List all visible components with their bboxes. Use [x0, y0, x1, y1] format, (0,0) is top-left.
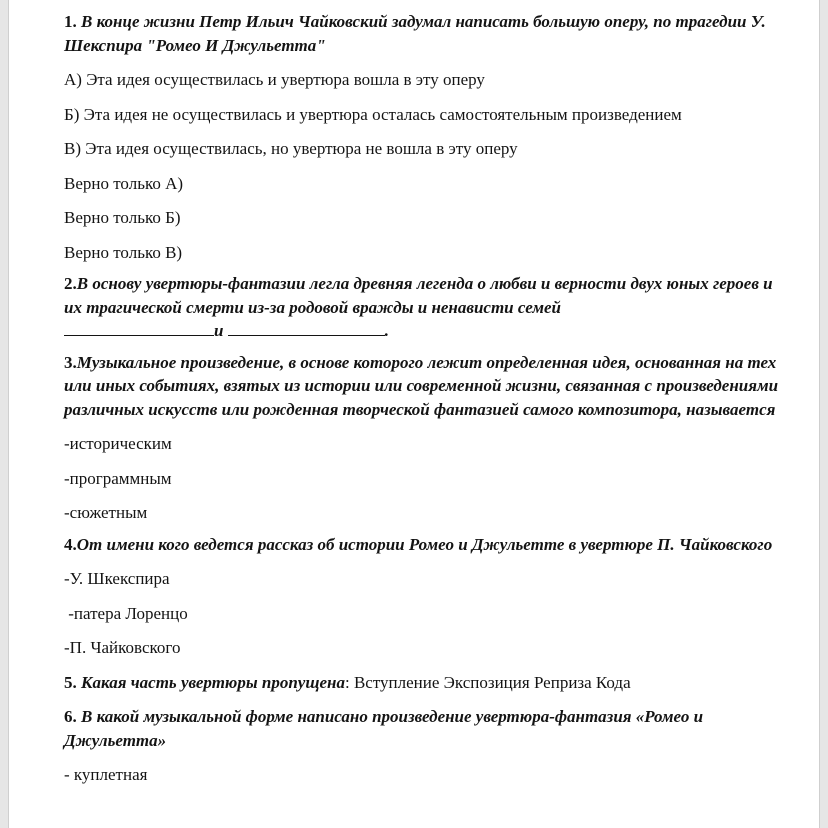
answer-blank-1[interactable] [64, 319, 214, 336]
question-6 [64, 705, 794, 752]
question-1-number: 1. [64, 12, 77, 31]
question-1 [64, 10, 794, 57]
question-4-text: От имени кого ведется рассказ об истории Ромео и Джульетте в увертюре П. Чайковского [76, 534, 773, 554]
question-1-option-e: Верно только Б) [64, 208, 181, 227]
question-3-number: 3. [64, 352, 77, 372]
question-3 [64, 351, 794, 422]
question-4-option-tchaikovsky: -П. Чайковского [64, 638, 181, 657]
question-5-number: 5. [64, 672, 77, 692]
question-5 [64, 671, 794, 695]
question-2 [64, 272, 794, 343]
question-6-text: В какой музыкальной форме написано произведение увертюра-фантазия «Ромео и Джульетта» [64, 707, 704, 750]
question-5-text: Какая часть увертюры пропущена [81, 672, 345, 692]
question-4 [64, 533, 794, 557]
question-6-option-couplet: - куплетная [64, 765, 148, 784]
question-1-option-c: В) Эта идея осуществилась, но увертюра не вошла в эту оперу [64, 139, 518, 158]
question-3-option-program: -программным [64, 468, 172, 488]
question-3-text: Музыкальное произведение, в основе которого лежит определенная идея, основанная на тех или иных событиях, взятых из истории или современной жизни, связанная с произведениями различных искусств или рожденная творческой фантазией самого композитора, называется [64, 352, 779, 419]
question-4-number: 4. [64, 534, 77, 554]
question-2-number: 2. [64, 274, 77, 293]
question-2-connector: и [214, 321, 224, 340]
question-2-text: В основу увертюры-фантазии легла древняя легенда о любви и верности двух юных героев и их трагической смерти из-за родовой вражды и ненависти семей [64, 274, 773, 317]
question-5-answer: : Вступление Экспозиция Реприза Кода [344, 672, 631, 692]
question-3-option-plot: -сюжетным [64, 503, 148, 522]
question-1-text: В конце жизни Петр Ильич Чайковский задумал написать большую оперу, по трагедии У. Шекспира "Ромео И Джульетта" [64, 12, 766, 55]
question-1-option-a: А) Эта идея осуществилась и увертюра вошла в эту оперу [64, 70, 485, 89]
question-2-end: . [384, 321, 389, 340]
question-1-option-d: Верно только А) [64, 173, 184, 193]
answer-blank-2[interactable] [228, 319, 385, 336]
question-3-option-historical: -историческим [64, 434, 172, 453]
question-1-option-f: Верно только В) [64, 242, 183, 262]
question-4-option-lorenzo: -патера Лоренцо [64, 603, 188, 623]
quiz-content [64, 10, 794, 787]
question-6-number: 6. [64, 707, 77, 726]
document-page [8, 0, 820, 828]
question-1-option-b: Б) Эта идея не осуществилась и увертюра осталась самостоятельным произведением [64, 104, 682, 124]
question-4-option-shakespeare: -У. Шкекспира [64, 569, 170, 588]
